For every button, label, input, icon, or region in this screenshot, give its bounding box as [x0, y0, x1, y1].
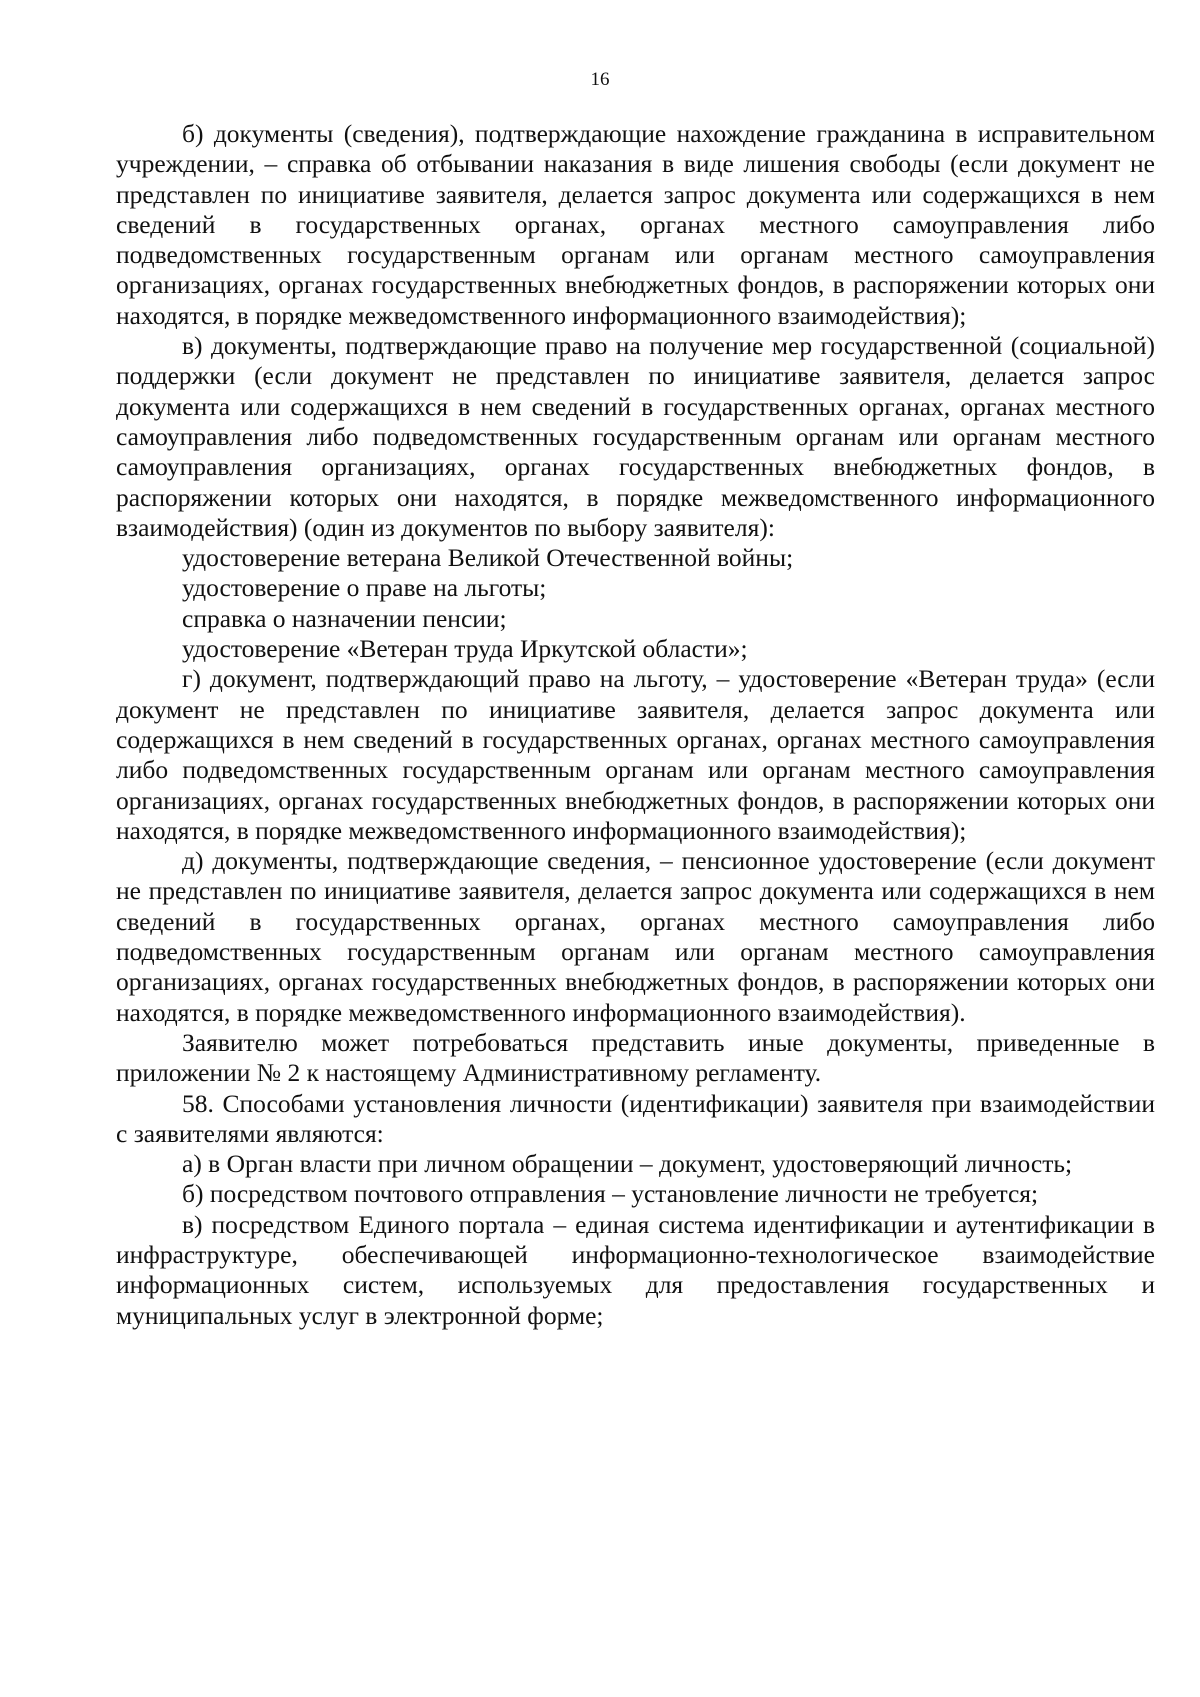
paragraph-a-in-person: а) в Орган власти при личном обращении – документ, удостоверяющий личность; [182, 1149, 1073, 1179]
page-number: 16 [590, 69, 610, 90]
paragraph-b-postal: б) посредством почтового отправления – установление личности не требуется; [182, 1179, 1039, 1209]
paragraph-d-pension-certificate: д) документы, подтверждающие сведения, – пенсионное удостоверение (если документ не представлен по инициативе заявителя, делается запрос документа или содержащихся в нем сведений в государственных органах, органах местного самоуправления либо подведомственных государственным органам или органам местного самоуправления организациях, органах государственных внебюджетных фондов, в распоряжении которых они находятся, в порядке межведомственного информационного взаимодействия). [116, 846, 1155, 1027]
paragraph-58-identification-methods: 58. Способами установления личности (идентификации) заявителя при взаимодействии с заявителями являются: [116, 1088, 1155, 1148]
list-item-ww2-veteran-certificate: удостоверение ветерана Великой Отечественной войны; [182, 543, 794, 573]
document-body [116, 119, 1155, 1331]
list-item-irkutsk-labor-veteran: удостоверение «Ветеран труда Иркутской области»; [182, 634, 748, 664]
list-item-benefits-certificate: удостоверение о праве на льготы; [182, 573, 547, 603]
paragraph-v-unified-portal: в) посредством Единого портала – единая система идентификации и аутентификации в инфраструктуре, обеспечивающей информационно-технологическое взаимодействие информационных систем, используемых для предоставления государственных и муниципальных услуг в электронной форме; [116, 1209, 1155, 1330]
paragraph-g-labor-veteran: г) документ, подтверждающий право на льготу, – удостоверение «Ветеран труда» (если документ не представлен по инициативе заявителя, делается запрос документа или содержащихся в нем сведений в государственных органах, органах местного самоуправления либо подведомственных государственным органам или органам местного самоуправления организациях, органах государственных внебюджетных фондов, в распоряжении которых они находятся, в порядке межведомственного информационного взаимодействия); [116, 664, 1155, 845]
list-item-pension-statement: справка о назначении пенсии; [182, 603, 507, 633]
paragraph-b-prison-certificate: б) документы (сведения), подтверждающие нахождение гражданина в исправительном учреждении, – справка об отбывании наказания в виде лишения свободы (если документ не представлен по инициативе заявителя, делается запрос документа или содержащихся в нем сведений в государственных органах, органах местного самоуправления либо подведомственных государственным органам или органам местного самоуправления организациях, органах государственных внебюджетных фондов, в распоряжении которых они находятся, в порядке межведомственного информационного взаимодействия); [116, 119, 1155, 330]
paragraph-other-documents: Заявителю может потребоваться представить иные документы, приведенные в приложении № 2 к настоящему Административному регламенту. [116, 1027, 1155, 1088]
paragraph-v-support-documents: в) документы, подтверждающие право на получение мер государственной (социальной) поддержки (если документ не представлен по инициативе заявителя, делается запрос документа или содержащихся в нем сведений в государственных органах, органах местного самоуправления либо подведомственных государственным органам или органам местного самоуправления организациях, органах государственных внебюджетных фондов, в распоряжении которых они находятся, в порядке межведомственного информационного взаимодействия) (один из документов по выбору заявителя): [116, 331, 1155, 542]
